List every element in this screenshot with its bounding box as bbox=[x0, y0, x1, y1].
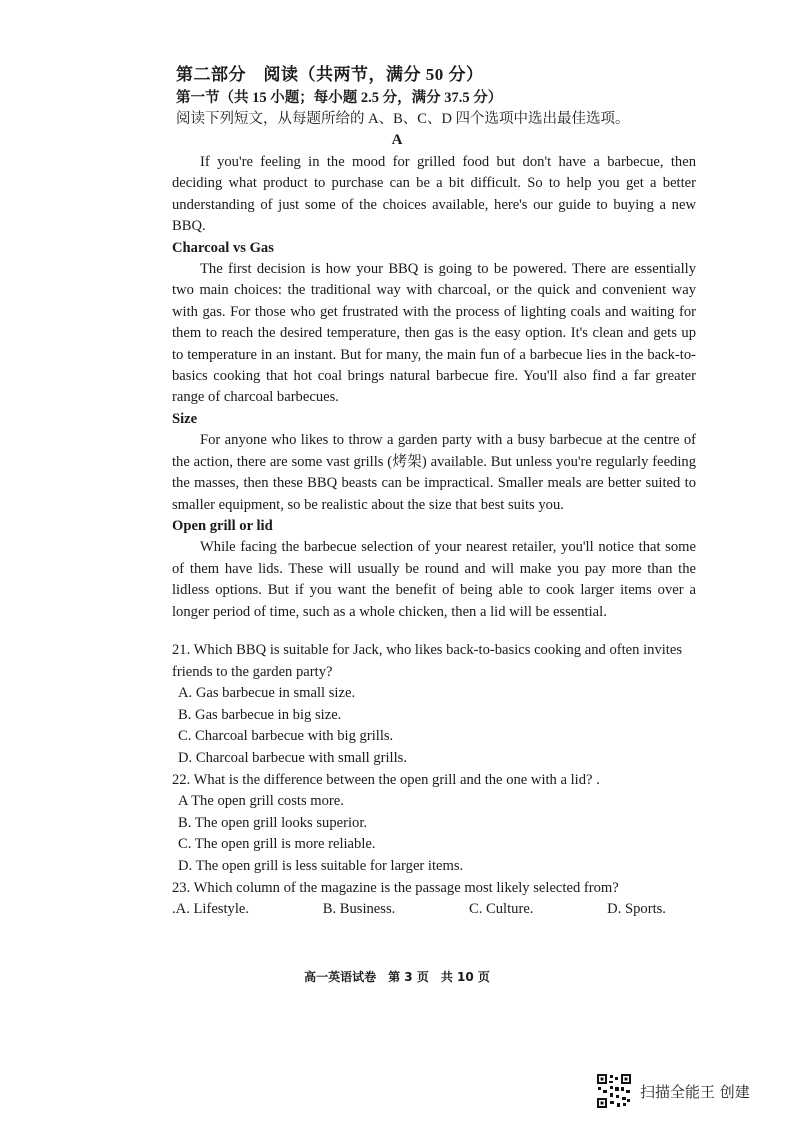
option-c: C. Culture. bbox=[469, 901, 534, 918]
option-d: D. Charcoal barbecue with small grills. bbox=[178, 749, 407, 766]
part-title: 第二部分 阅读（共两节，满分 50 分） bbox=[176, 65, 484, 84]
option-a: .A. Lifestyle. bbox=[172, 901, 250, 918]
paragraph-open-grill-or-lid: While facing the barbecue selection of your nearest retailer, you'll notice that some of them have lids. These will usually be round and will make you pay more than the lidless options. But if you want the benefit of being able to cook larger items over a longer period of time, such as a whole chicken, then a lid will be essential. bbox=[172, 539, 696, 620]
option-c: C. The open grill is more reliable. bbox=[178, 836, 376, 853]
passage-body bbox=[172, 152, 696, 623]
scanner-watermark bbox=[596, 1073, 750, 1109]
paragraph-size: For anyone who likes to throw a garden party with a busy barbecue at the centre of the action, there are some vast grills (烤架) available. But unless you're regularly feeding the masses, then these BBQ beasts can be impractical. Smaller meals are better suited to smaller equipment, so be realistic about the size that best suits you. bbox=[172, 432, 696, 513]
option-c: C. Charcoal barbecue with big grills. bbox=[178, 728, 394, 745]
option-d: D. The open grill is less suitable for larger items. bbox=[178, 857, 464, 874]
subheading-open-grill-or-lid: Open grill or lid bbox=[172, 517, 273, 534]
question-23 bbox=[172, 878, 692, 921]
paragraph-charcoal-vs-gas: The first decision is how your BBQ is going to be powered. There are essentially two main choices: the traditional way with charcoal, or the quick and convenient way with gas. For those who get frustrated with the process of lighting coals and waiting for them to reach the desired temperature, then gas is the easy option. It's clean and gets up to temperature in an instant. But for many, the main fun of a barbecue lies in the back-to-basics cooking that hot coal brings natural barbecue fire. You'll also find a far greater range of charcoal barbecues. bbox=[172, 261, 696, 406]
qr-code-icon bbox=[596, 1073, 632, 1109]
instructions: 阅读下列短文，从每题所给的 A、B、C、D 四个选项中选出最佳选项。 bbox=[176, 111, 630, 127]
section-title: 第一节（共 15 小题；每小题 2.5 分，满分 37.5 分） bbox=[176, 90, 503, 106]
option-d: D. Sports. bbox=[607, 901, 666, 918]
page-footer: 高一英语试卷 第 3 页 共 10 页 bbox=[304, 970, 490, 984]
question-stem: 21. Which BBQ is suitable for Jack, who likes back-to-basics cooking and often invites friends to the garden party? bbox=[172, 642, 683, 680]
question-22 bbox=[172, 770, 692, 878]
option-b: B. The open grill looks superior. bbox=[178, 814, 368, 831]
options-row bbox=[172, 899, 692, 921]
option-a: A. Gas barbecue in small size. bbox=[178, 685, 356, 702]
question-stem: 23. Which column of the magazine is the passage most likely selected from? bbox=[172, 879, 619, 896]
option-b: B. Business. bbox=[322, 901, 396, 918]
passage-intro: If you're feeling in the mood for grilled food but don't have a barbecue, then deciding what product to purchase can be a bit difficult. So to help you get a better understanding of just some of the choices available, here's our guide to buying a new BBQ. bbox=[172, 154, 696, 235]
question-list bbox=[172, 640, 692, 921]
scanner-app-label: 扫描全能王 创建 bbox=[640, 1082, 750, 1101]
option-b: B. Gas barbecue in big size. bbox=[178, 706, 342, 723]
subheading-charcoal-vs-gas: Charcoal vs Gas bbox=[172, 239, 274, 256]
question-21 bbox=[172, 640, 692, 770]
subheading-size: Size bbox=[172, 410, 198, 427]
option-a: A The open grill costs more. bbox=[178, 793, 344, 810]
question-stem: 22. What is the difference between the open grill and the one with a lid? . bbox=[172, 771, 600, 788]
passage-label: A bbox=[391, 132, 403, 148]
